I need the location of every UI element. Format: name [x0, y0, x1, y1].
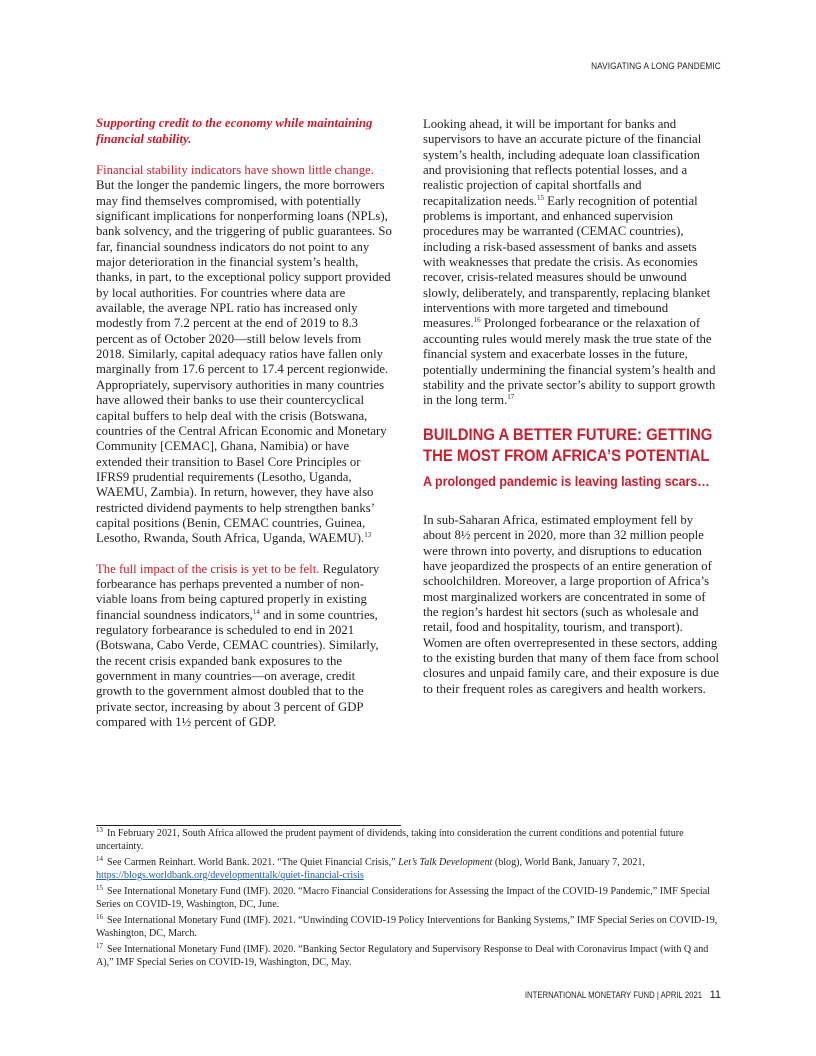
- footnote-16: [96, 912, 721, 941]
- paragraph-impact: [96, 562, 392, 731]
- footnote-text: (blog), World Bank, January 7, 2021,: [492, 857, 645, 868]
- paragraph-body: Regulatory forbearance has perhaps prevented a number of non-viable loans from being captured properly in existing financial soundness indicators,: [96, 561, 380, 622]
- left-column: [96, 116, 392, 730]
- paragraph-body: Looking ahead, it will be important for banks and supervisors to have an accurate picture of the financial system’s health, including adequate loan classification and provisioning that reflects potential losses, and a realistic projection of capital shortfalls and recapitalization needs.: [423, 117, 702, 208]
- sub-heading: A prolonged pandemic is leaving lasting scars…: [423, 473, 710, 489]
- footnote-ref[interactable]: 14: [252, 607, 260, 616]
- right-column: [423, 117, 719, 697]
- footnote-ref[interactable]: 13: [364, 531, 372, 539]
- section-heading: Supporting credit to the economy while maintaining financial stability.: [96, 116, 373, 146]
- footnote-14: [96, 854, 721, 883]
- paragraph-body: But the longer the pandemic lingers, the more borrowers may find themselves compromised, with potentially significant implications for nonperforming loans (NPLs), bank solvency, and the triggering of public guarantees. So far, financial soundness indicators do not point to any major deterioration in the financial system’s health, thanks, in part, to the exceptional policy support provided by local authorities. For countries where data are available, the average NPL ratio has increased only modestly from 7.2 percent at the end of 2019 to 8.3 percent as of October 2020—still below levels from 2018. Similarly, capital adequacy ratios have fallen only marginally from 17.6 percent to 17.4 percent regionwide. Appropriately, supervisory authorities in many countries have allowed their banks to use their countercyclical capital buffers to help deal with the crisis (Botswana, countries of the Central African Economic and Monetary Community [CEMAC], Ghana, Namibia) or have extended their transition to Basel Core Principles or IFRS9 prudential requirements (Lesotho, Uganda, WAEMU, Zambia). In return, however, they have also restricted dividend payments to help strengthen banks’ capital positions (Benin, CEMAC countries, Guinea, Lesotho, Rwanda, South Africa, Uganda, WAEMU).: [96, 178, 392, 546]
- paragraph-body: Early recognition of potential problems is important, and enhanced supervision procedures may be warranted (CEMAC countries), including a risk-based assessment of banks and assets with weaknesses that predate the crisis. As economies recover, crisis-related measures should be unwound slowly, deliberately, and transparently, replacing blanket interventions with more targeted and timebound measures.: [423, 193, 711, 331]
- footnote-text: See International Monetary Fund (IMF). 2021. “Unwinding COVID-19 Policy Interventions for Banking Systems,” IMF Special Series on COVID-19, Washington, DC, March.: [96, 915, 718, 939]
- footnote-number: 13: [96, 825, 103, 834]
- main-heading: BUILDING A BETTER FUTURE: GETTING THE MOST FROM AFRICA’S POTENTIAL: [423, 425, 713, 465]
- footnote-ref[interactable]: 16: [473, 316, 481, 325]
- footnote-number: 16: [96, 912, 103, 921]
- paragraph-employment: In sub-Saharan Africa, estimated employment fell by about 8½ percent in 2020, more than 32 million people were thrown into poverty, and disruptions to education have jeopardized the prospects of an entire generation of schoolchildren. Moreover, a large proportion of Africa’s most marginalized workers are concentrated in some of the region’s hardest hit sectors (such as wholesale and retail, food and hospitality, tourism, and transport). Women are often overrepresented in these sectors, adding to the existing burden that many of them face from school closures and unpaid family care, and their exposure is due to their frequent roles as caregivers and health workers.: [423, 513, 720, 696]
- paragraph-lead: Financial stability indicators have shown little change.: [96, 163, 374, 177]
- paragraph-lead: The full impact of the crisis is yet to be felt.: [96, 561, 320, 576]
- footnote-text: In February 2021, South Africa allowed the prudent payment of dividends, taking into consideration the current conditions and potential future uncertainty.: [96, 828, 684, 852]
- running-header: NAVIGATING A LONG PANDEMIC: [591, 61, 721, 72]
- footnote-text: See Carmen Reinhart. World Bank. 2021. “The Quiet Financial Crisis,”: [107, 857, 399, 868]
- footnote-ref[interactable]: 15: [536, 193, 544, 202]
- footnote-number: 17: [96, 941, 103, 950]
- footnote-text: See International Monetary Fund (IMF). 2020. “Macro Financial Considerations for Assessing the Impact of the COVID-19 Pandemic,” IMF Special Series on COVID-19, Washington, DC, June.: [96, 886, 710, 910]
- footnote-divider: [96, 825, 401, 826]
- footnote-13: [96, 825, 721, 854]
- page-number: 11: [709, 989, 721, 1001]
- footnote-link[interactable]: https://blogs.worldbank.org/developmenttalk/quiet-financial-crisis: [96, 869, 364, 881]
- paragraph-npl: [96, 163, 392, 547]
- paragraph-body: and in some countries, regulatory forbearance is scheduled to end in 2021 (Botswana, Cabo Verde, CEMAC countries). Similarly, the recent crisis expanded bank exposures to the government in many countries—on average, credit growth to the government almost doubled that to the private sector, increasing by about 3 percent of GDP compared with 1½ percent of GDP.: [96, 607, 379, 730]
- footnote-15: [96, 883, 721, 912]
- footer-org: INTERNATIONAL MONETARY FUND | APRIL 2021: [524, 990, 702, 1000]
- paragraph-looking-ahead: [423, 117, 719, 409]
- footnotes: [96, 825, 721, 973]
- footnote-ref[interactable]: 17: [507, 392, 515, 401]
- page-footer: [496, 989, 721, 1001]
- footnote-17: [96, 941, 721, 970]
- footnote-text: See International Monetary Fund (IMF). 2020. “Banking Sector Regulatory and Supervisory Response to Deal with Coronavirus Impact (with Q and A),” IMF Special Series on COVID-19, Washington, DC, May.: [96, 944, 709, 968]
- footnote-number: 15: [96, 883, 103, 892]
- paragraph-body: Prolonged forbearance or the relaxation of accounting rules would merely mask the true state of the financial system and exacerbate losses in the future, potentially undermining the financial system’s health and stability and the private sector’s ability to support growth in the long term.: [423, 316, 716, 408]
- footnote-italic: Let’s Talk Development: [398, 857, 493, 868]
- footnote-number: 14: [96, 854, 103, 863]
